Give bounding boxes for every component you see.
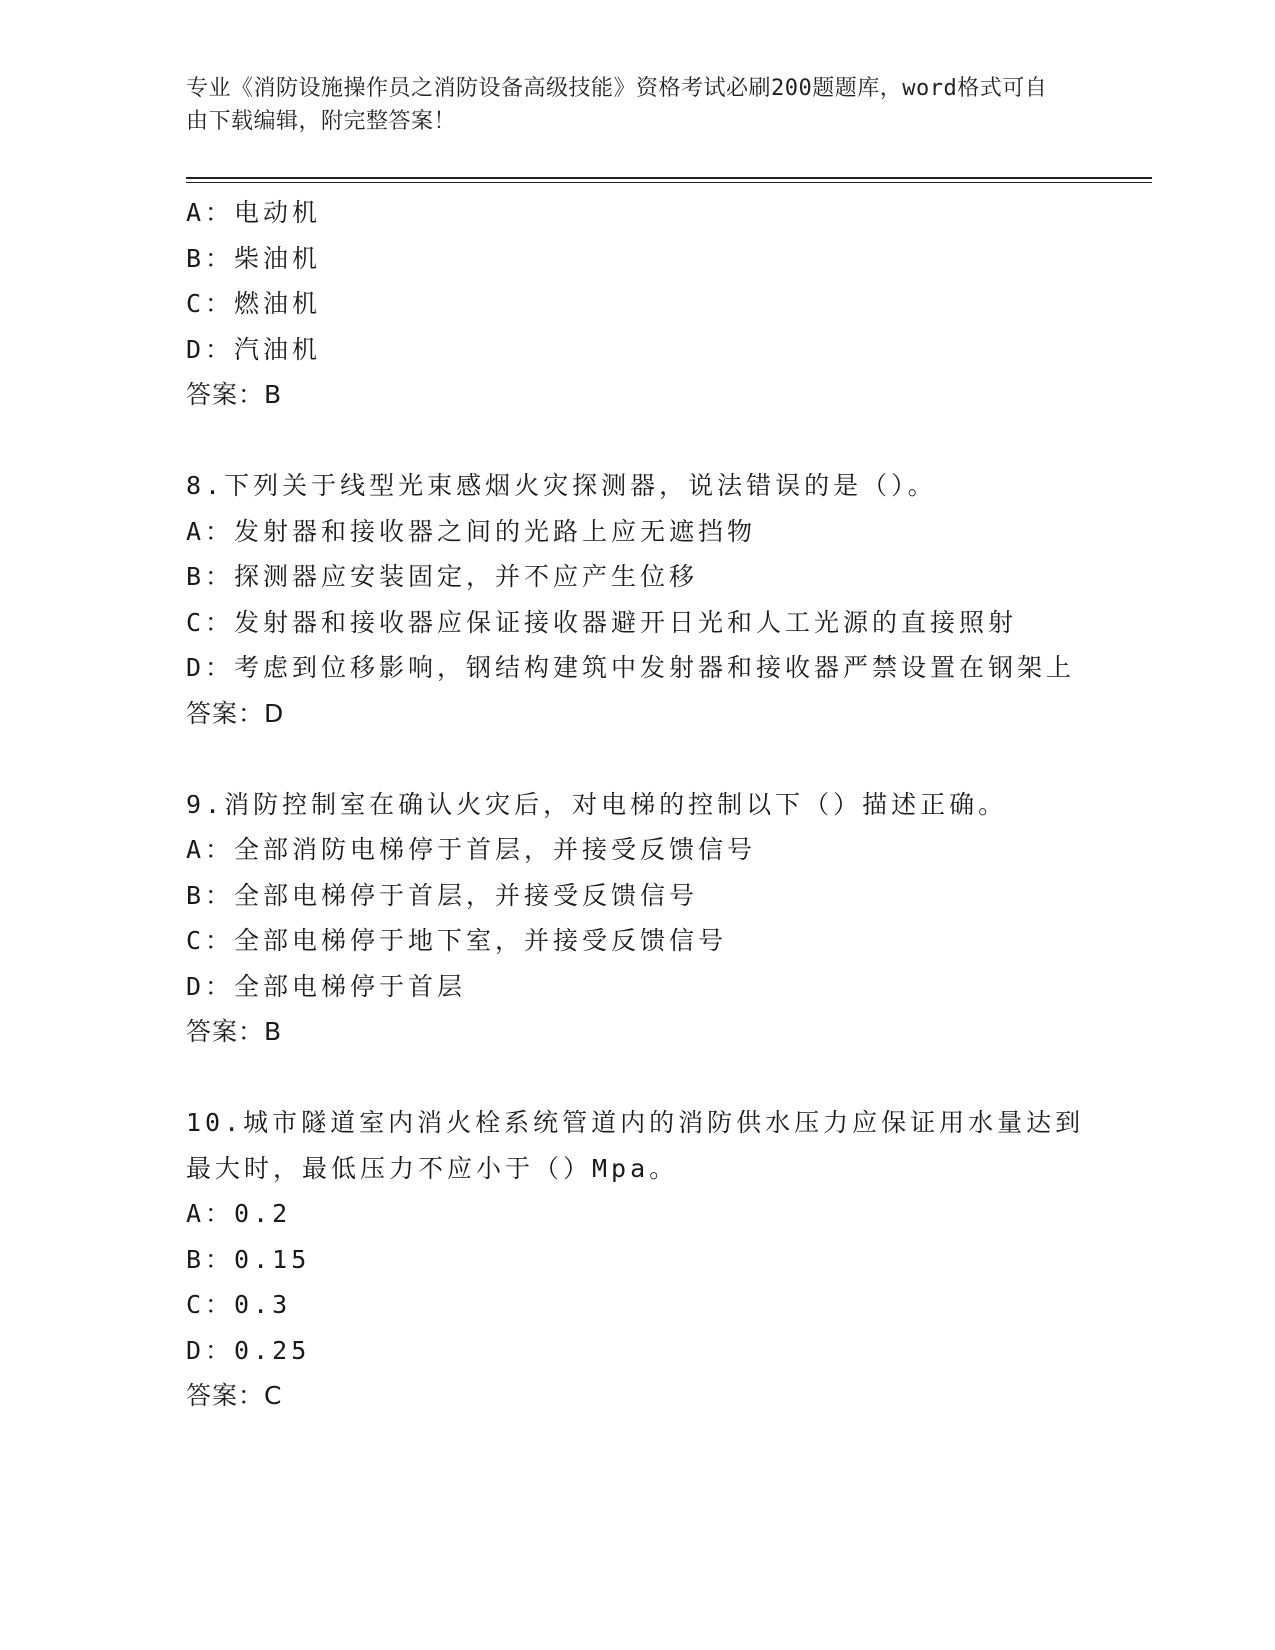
option-b: B：探测器应安装固定，并不应产生位移	[186, 562, 699, 591]
question-list	[186, 190, 1086, 1419]
spacer	[186, 736, 1086, 782]
question-stem: 9.消防控制室在确认火灾后，对电梯的控制以下（）描述正确。	[186, 789, 1008, 819]
question-block-8	[186, 463, 1086, 736]
option-a: A：电动机	[186, 198, 322, 227]
answer-line: 答案：C	[186, 1381, 283, 1410]
question-block-10	[186, 1100, 1086, 1419]
spacer	[186, 418, 1086, 464]
answer-line: 答案：B	[186, 1017, 283, 1046]
option-a: A：0.2	[186, 1199, 292, 1228]
document-header: 专业《消防设施操作员之消防设备高级技能》资格考试必刷200题题库，word格式可自由下载编辑，附完整答案！	[186, 76, 1048, 134]
option-a: A：全部消防电梯停于首层，并接受反馈信号	[186, 835, 757, 864]
question-block-7	[186, 190, 1086, 418]
option-d: D：全部电梯停于首层	[186, 971, 467, 1001]
header-divider-thick	[186, 177, 1152, 179]
option-b: B：0.15	[186, 1244, 311, 1274]
question-block-9	[186, 782, 1086, 1055]
option-a: A：发射器和接收器之间的光路上应无遮挡物	[186, 516, 757, 546]
option-c: C：发射器和接收器应保证接收器避开日光和人工光源的直接照射	[186, 607, 1018, 637]
option-d: D：汽油机	[186, 334, 322, 364]
question-stem: 8.下列关于线型光束感烟火灾探测器，说法错误的是（）。	[186, 471, 937, 500]
spacer	[186, 1055, 1086, 1101]
header-divider-thin	[186, 182, 1152, 183]
option-c: C：燃油机	[186, 289, 322, 318]
option-c: C：全部电梯停于地下室，并接受反馈信号	[186, 926, 728, 955]
answer-line: 答案：D	[186, 698, 285, 728]
option-d: D：考虑到位移影响，钢结构建筑中发射器和接收器严禁设置在钢架上	[186, 653, 1076, 682]
option-b: B：柴油机	[186, 243, 322, 273]
answer-line: 答案：B	[186, 380, 283, 409]
option-b: B：全部电梯停于首层，并接受反馈信号	[186, 880, 699, 910]
option-d: D：0.25	[186, 1335, 311, 1365]
option-c: C：0.3	[186, 1290, 292, 1319]
question-stem: 10.城市隧道室内消火栓系统管道内的消防供水压力应保证用水量达到最大时，最低压力不应小于（）Mpa。	[186, 1108, 1085, 1183]
